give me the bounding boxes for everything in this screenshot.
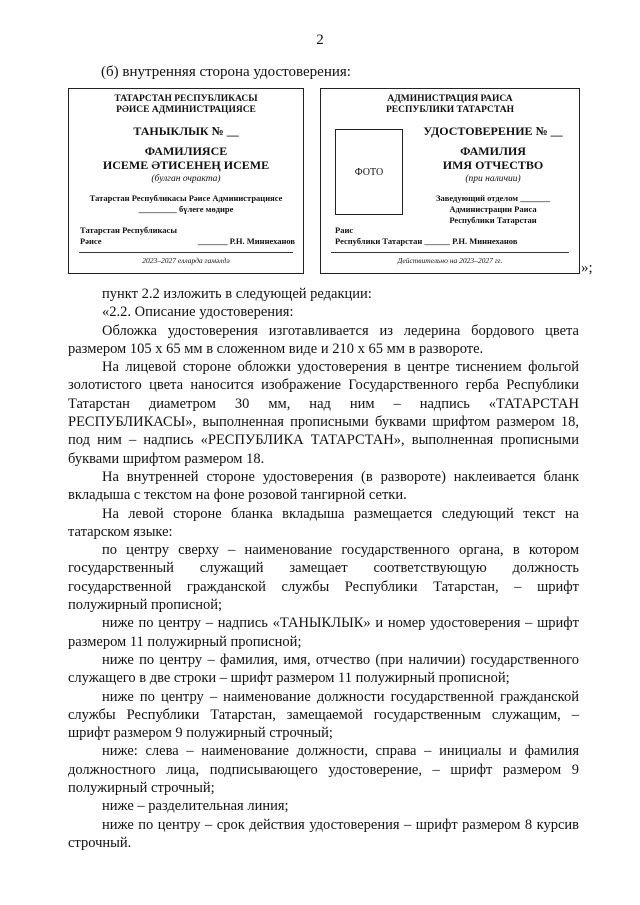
paragraph: Обложка удостоверения изготавливается из ледерина бордового цвета размером 105 х 65 мм в сложенном виде и 210 х 65 мм в развороте. [68, 322, 579, 357]
certificate-right-panel [320, 88, 580, 274]
validity-text: Действительно на 2023–2027 гг. [397, 256, 503, 265]
org-line-2: РӘИСЕ АДМИНИСТРАЦИЯСЕ [116, 105, 256, 115]
signer-line-2: Рәисе [80, 236, 102, 246]
name-line-2: ИСЕМЕ ӘТИСЕНЕҢ ИСЕМЕ [102, 158, 270, 172]
closing-quote-mark: »; [581, 260, 593, 276]
org-line-1: АДМИНИСТРАЦИЯ РАИСА [387, 94, 513, 104]
page-number: 2 [316, 32, 324, 48]
position-line-1: Татарстан Республикасы Рәисе Администрациясе [89, 193, 283, 203]
photo-box [335, 129, 403, 215]
paragraph: ниже – разделительная линия; [102, 798, 289, 815]
divider-line [331, 252, 569, 253]
document-body [68, 285, 579, 852]
position-line-2: _________ бүлеге мөдире [138, 204, 234, 214]
certificate-title: ТАНЫКЛЫК № __ [133, 124, 239, 138]
paragraph: На внутренней стороне удостоверения (в развороте) наклеивается бланк вкладыша с текстом на фоне розовой тангирной сетки. [68, 468, 579, 504]
signer-line-1: Раис [335, 225, 354, 235]
position-line-1: Заведующий отделом _______ [436, 193, 550, 203]
certificate-left-panel [68, 88, 304, 274]
name-line-2: ИМЯ ОТЧЕСТВО [442, 158, 544, 172]
divider-line [79, 252, 293, 253]
paragraph: по центру сверху – наименование государственного органа, в котором государственный служащий замещает соответствующую должность государственной гражданской службы Республики Татарстан, – шрифт полужирный прописной; [68, 542, 579, 614]
paragraph: На лицевой стороне обложки удостоверения в центре тиснением фольгой золотистого цвета наносится изображение Государственного герба Республики Татарстан диаметром 30 мм, над ним – надпись «ТАТАРСТАН РЕСПУБЛИКАСЫ», выполненная прописными буквами шрифтом размером 18, под ним – надпись «РЕСПУБЛИКА ТАТАРСТАН», выполненная прописными буквами шрифтом размером 18. [68, 359, 579, 467]
position-line-3: Республики Татарстан [449, 215, 537, 225]
org-line-2: РЕСПУБЛИКИ ТАТАРСТАН [385, 105, 515, 115]
position-line-2: Администрации Раиса [449, 204, 537, 214]
signer-line-2: Республики Татарстан ______ Р.Н. Миннеханов [335, 236, 518, 246]
name-note: (булган очракта) [151, 174, 221, 184]
paragraph: ниже по центру – фамилия, имя, отчество (при наличии) государственного служащего в две строки – шрифт размером 11 полужирный прописной; [68, 651, 579, 687]
paragraph: ниже по центру – срок действия удостоверения – шрифт размером 8 курсив строчный. [68, 816, 579, 851]
certificate-title: УДОСТОВЕРЕНИЕ № __ [423, 124, 563, 138]
paragraph: пункт 2.2 изложить в следующей редакции: [102, 286, 372, 302]
photo-label: ФОТО [354, 166, 384, 178]
paragraph: «2.2. Описание удостоверения: [102, 304, 294, 321]
paragraph: ниже по центру – наименование должности государственной гражданской службы Республики Татарстан, замещаемой государственным служащим, – шрифт размером 9 полужирный строчный; [68, 688, 579, 742]
paragraph: На левой стороне бланка вкладыша размещается следующий текст на татарском языке: [68, 505, 579, 540]
name-note: (при наличии) [465, 174, 521, 184]
name-line-1: ФАМИЛИЯСЕ [144, 144, 228, 158]
paragraph: ниже: слева – наименование должности, справа – инициалы и фамилия должностного лица, подписывающего удостоверение, – шрифт размером 9 полужирный строчный; [68, 743, 579, 797]
org-line-1: ТАТАРСТАН РЕСПУБЛИКАСЫ [114, 94, 258, 104]
intro-heading: (б) внутренняя сторона удостоверения: [101, 64, 351, 80]
validity-text: 2023–2027 елларда гамәлдә [142, 256, 230, 265]
paragraph: ниже по центру – надпись «ТАНЫКЛЫК» и номер удостоверения – шрифт размером 11 полужирный прописной; [68, 615, 579, 650]
name-line-1: ФАМИЛИЯ [460, 144, 526, 158]
signer-line-1: Татарстан Республикасы [80, 225, 177, 235]
signer-name: _______ Р.Н. Миннеханов [197, 236, 295, 246]
